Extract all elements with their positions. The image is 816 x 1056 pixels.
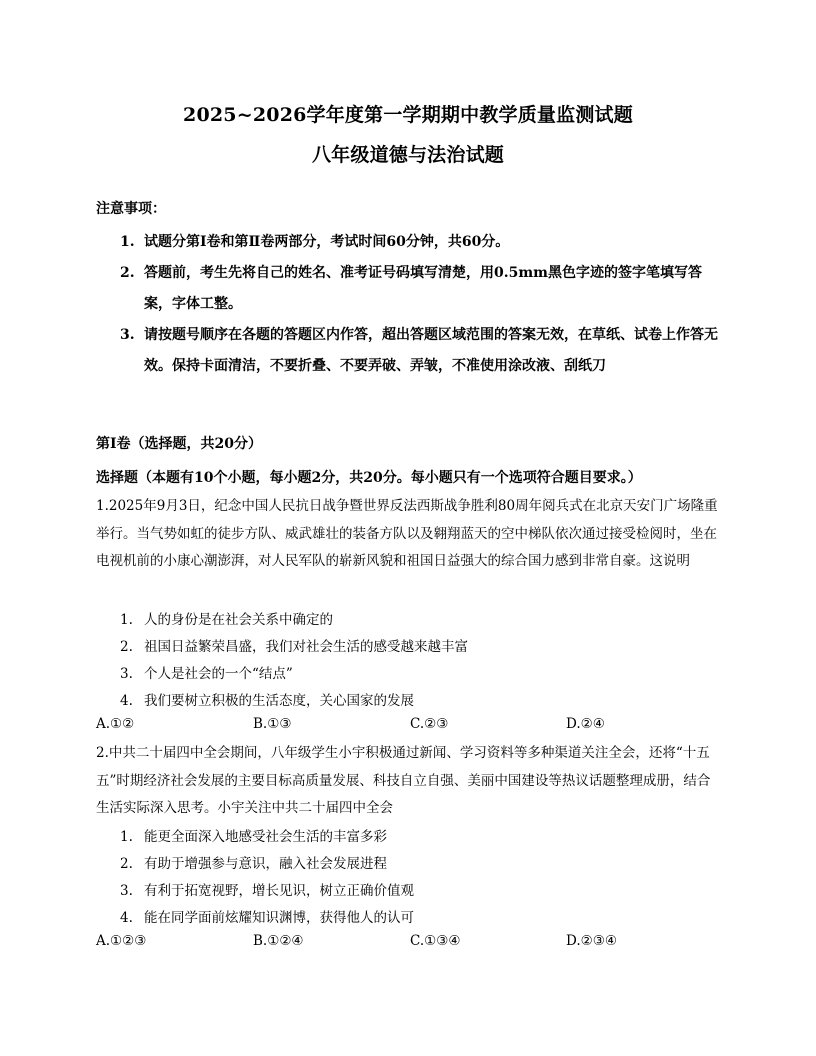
- option-number: 1.: [120, 829, 133, 845]
- part1-instruction: 选择题（本题有10个小题，每小题2分，共20分。每小题只有一个选项符合题目要求。）: [96, 470, 642, 486]
- option-number: 4.: [120, 910, 133, 926]
- notice-item-text: 请按题号顺序在各题的答题区内作答，超出答题区域范围的答案无效，在草纸、试卷上作答无效。保持卡面清洁，不要折叠、不要弄破、弄皱，不准使用涂改液、刮纸刀: [144, 327, 718, 374]
- notice-item-number: 2.: [120, 265, 135, 281]
- option-text: 有利于拓宽视野，增长见识，树立正确价值观: [144, 883, 414, 899]
- question-2-option-1: [120, 825, 387, 845]
- notice-item-number: 1.: [120, 234, 135, 250]
- option-text: 有助于增强参与意识，融入社会发展进程: [144, 856, 387, 872]
- notice-item-1: [120, 227, 720, 258]
- question-1-stem: 1.2025年9月3日，纪念中国人民抗日战争暨世界反法西斯战争胜利80周年阅兵式在北京天安门广场隆重举行。当气势如虹的徒步方队、威武雄壮的装备方队以及翱翔蓝天的空中梯队依次通过接受检阅时，坐在电视机前的小康心潮澎湃，对人民军队的崭新风貌和祖国日益强大的综合国力感到非常自豪。这说明: [96, 498, 718, 569]
- question-2-option-4: [120, 906, 414, 926]
- option-number: 3.: [120, 666, 133, 682]
- question-2-answer-c: C.①③④: [410, 933, 461, 949]
- option-number: 2.: [120, 856, 133, 872]
- question-1-option-2: [120, 635, 468, 655]
- notice-heading: 注意事项：: [96, 201, 166, 217]
- option-text: 个人是社会的一个“结点”: [144, 666, 293, 682]
- option-number: 2.: [120, 639, 133, 655]
- notice-item-text: 答题前，考生先将自己的姓名、准考证号码填写清楚，用0.5mm黑色字迹的签字笔填写答案，字体工整。: [144, 265, 702, 312]
- option-text: 能更全面深入地感受社会生活的丰富多彩: [144, 829, 387, 845]
- question-1-option-1: [120, 608, 333, 628]
- question-1-option-3: [120, 662, 293, 682]
- question-2-option-3: [120, 879, 414, 899]
- notice-item-text: 试题分第Ⅰ卷和第Ⅱ卷两部分，考试时间60分钟，共60分。: [144, 234, 510, 250]
- question-2-answer-a: A.①②③: [96, 933, 147, 949]
- option-text: 人的身份是在社会关系中确定的: [144, 612, 333, 628]
- question-1-answer-b: B.①③: [253, 716, 292, 732]
- option-number: 1.: [120, 612, 133, 628]
- notice-item-2: [120, 258, 720, 320]
- exam-title: 2025~2026学年度第一学期期中教学质量监测试题: [183, 104, 633, 126]
- question-2-stem: 2.中共二十届四中全会期间，八年级学生小宇积极通过新闻、学习资料等多种渠道关注全会，还将“十五五”时期经济社会发展的主要目标高质量发展、科技自立自强、美丽中国建设等热议话题整理成册，结合生活实际深入思考。小宇关注中共二十届四中全会: [96, 745, 711, 816]
- question-2-answer-d: D.②③④: [566, 933, 617, 949]
- exam-subtitle: 八年级道德与法治试题: [311, 144, 504, 166]
- option-text: 祖国日益繁荣昌盛，我们对社会生活的感受越来越丰富: [144, 639, 468, 655]
- notice-item-number: 3.: [120, 327, 135, 343]
- notice-item-3: [120, 320, 720, 382]
- option-number: 4.: [120, 693, 133, 709]
- part1-heading: 第Ⅰ卷（选择题，共20分）: [96, 436, 263, 452]
- option-text: 我们要树立积极的生活态度，关心国家的发展: [144, 693, 414, 709]
- question-1-answer-a: A.①②: [96, 716, 135, 732]
- option-number: 3.: [120, 883, 133, 899]
- question-1-answer-d: D.②④: [566, 716, 605, 732]
- question-1-option-4: [120, 689, 414, 709]
- option-text: 能在同学面前炫耀知识渊博，获得他人的认可: [144, 910, 414, 926]
- question-2-option-2: [120, 852, 387, 872]
- question-1-answer-c: C.②③: [410, 716, 449, 732]
- question-2-answer-b: B.①②④: [253, 933, 304, 949]
